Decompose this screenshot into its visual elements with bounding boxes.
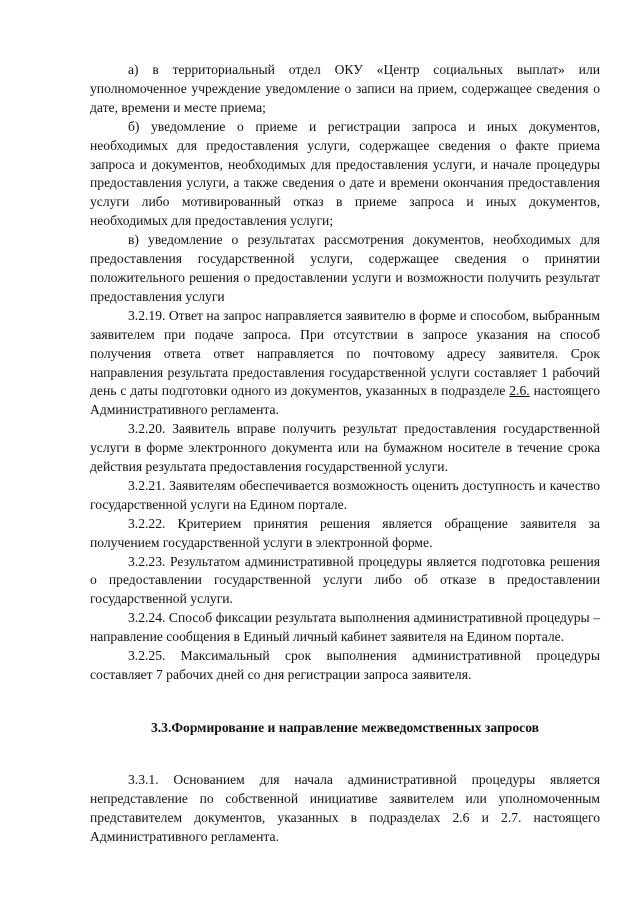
paragraph-3-2-24: 3.2.24. Способ фиксации результата выполнения административной процедуры – направление сообщения в Единый личный кабинет заявителя на Едином портале.	[90, 610, 600, 645]
section-heading: 3.3.Формирование и направление межведомственных запросов	[150, 720, 540, 735]
document-body	[90, 61, 600, 685]
paragraph-c: в) уведомление о результатах рассмотрения документов, необходимых для предоставления государственной услуги, содержащее сведения о принятии положительного решения о предоставлении услуги и возможности получить результат предоставления услуги	[90, 232, 600, 304]
paragraph-a: а) в территориальный отдел ОКУ «Центр социальных выплат» или уполномоченное учреждение уведомление о записи на прием, содержащее сведения о дате, времени и месте приема;	[90, 62, 600, 115]
paragraph-3-2-19	[90, 307, 600, 420]
paragraph-3-2-20: 3.2.20. Заявитель вправе получить результат предоставления государственной услуги в форме электронного документа или на бумажном носителе в течение срока действия результата предоставления государственной услуги.	[90, 421, 600, 475]
subsection-reference: 2.6.	[509, 383, 530, 399]
paragraph-b: б) уведомление о приеме и регистрации запроса и иных документов, необходимых для предоставления услуги, содержащее сведения о факте приема запроса и документов, необходимых для предоставления услуги, и начале процедуры предоставления услуги, а также сведения о дате и времени окончания предоставления услуги либо мотивированный отказ в приеме запроса и иных документов, необходимых для предоставления услуги;	[90, 118, 600, 229]
paragraph-3-2-25: 3.2.25. Максимальный срок выполнения административной процедуры составляет 7 рабочих дней со дня регистрации запроса заявителя.	[90, 648, 600, 682]
paragraph-3-2-22: 3.2.22. Критерием принятия решения является обращение заявителя за получением государственной услуги в электронной форме.	[90, 515, 600, 550]
section-body	[90, 771, 600, 847]
paragraph-3-2-19-text: 3.2.19. Ответ на запрос направляется заявителю в форме и способом, выбранным заявителем при подаче запроса. При отсутствии в запросе указания на способ получения ответа ответ направляется по почтовому адресу заявителя. Срок направления результата предоставления государственной услуги составляет 1 рабочий день с даты подготовки одного из документов, указанных в подразделе	[90, 307, 600, 399]
paragraph-3-2-19-tail: настоящего Административного регламента.	[90, 383, 601, 418]
paragraph-3-2-21: 3.2.21. Заявителям обеспечивается возможность оценить доступность и качество государственной услуги на Едином портале.	[90, 477, 600, 512]
paragraph-3-2-23: 3.2.23. Результатом административной процедуры является подготовка решения о предоставлении государственной услуги либо об отказе в предоставлении государственной услуги.	[90, 553, 600, 607]
paragraph-3-3-1: 3.3.1. Основанием для начала административной процедуры является непредставление по собственной инициативе заявителем или уполномоченным представителем документов, указанных в подразделах 2.6 и 2.7. настоящего Административного регламента.	[90, 772, 600, 844]
